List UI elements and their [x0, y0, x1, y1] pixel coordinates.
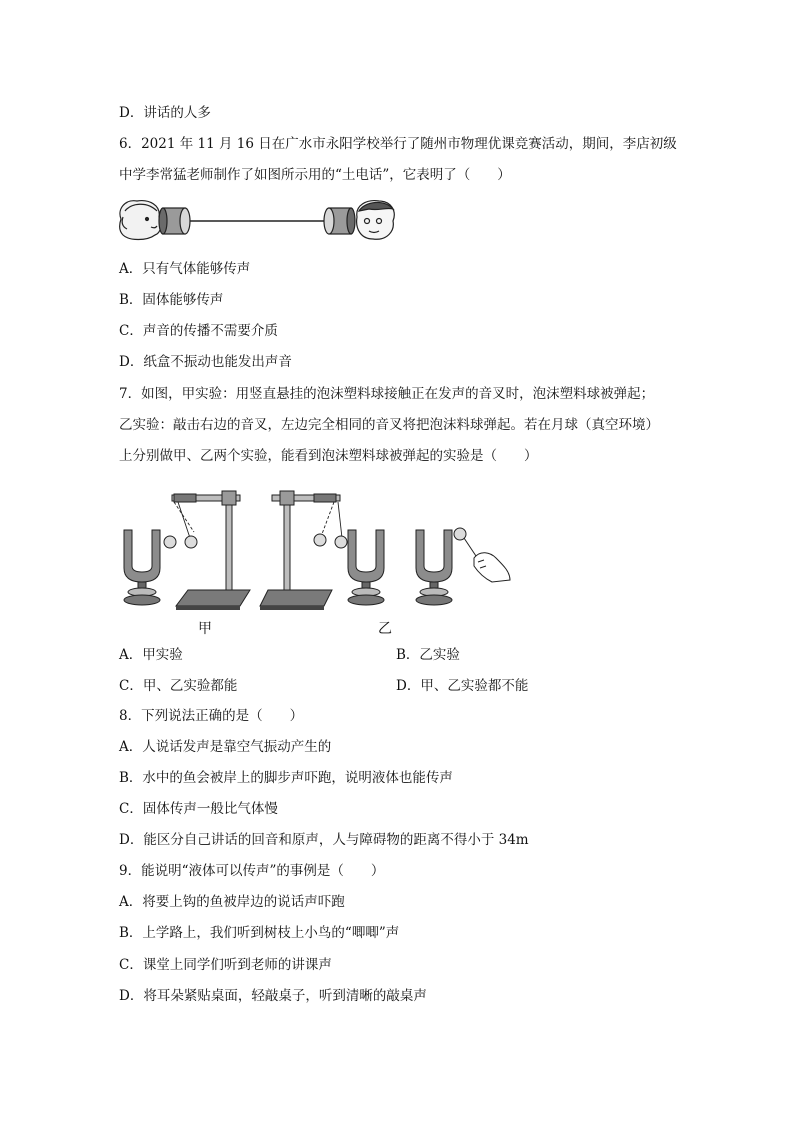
- q8-option-c: C．固体传声一般比气体慢: [119, 801, 278, 817]
- q7-option-b: B．乙实验: [396, 647, 460, 663]
- q9-option-d: D．将耳朵紧贴桌面，轻敲桌子，听到清晰的敲桌声: [119, 988, 427, 1004]
- q6-option-b: B．固体能够传声: [119, 292, 224, 308]
- q9-option-b: B．上学路上，我们听到树枝上小鸟的“唧唧”声: [119, 925, 400, 941]
- tuning-fork-experiment-figure: [118, 482, 513, 612]
- q8-stem: 8．下列说法正确的是（ ）: [119, 708, 304, 724]
- q7-stem-line2: 乙实验：敲击右边的音叉，左边完全相同的音叉将把泡沫料球弹起。若在月球（真空环境）: [119, 417, 659, 433]
- girl-face-icon: [120, 201, 161, 240]
- tuning-fork-1-icon: [124, 530, 160, 605]
- q7-stem-line3: 上分别做甲、乙两个实验，能看到泡沫塑料球被弹起的实验是（ ）: [119, 448, 538, 464]
- q8-option-b: B．水中的鱼会被岸上的脚步声吓跑，说明液体也能传声: [119, 770, 453, 786]
- q7-option-c: C．甲、乙实验都能: [119, 678, 238, 694]
- q9-option-c: C．课堂上同学们听到老师的讲课声: [119, 957, 332, 973]
- q5-option-d: D．讲话的人多: [119, 105, 211, 121]
- q9-option-a: A．将要上钩的鱼被岸边的说话声吓跑: [119, 894, 345, 910]
- q6-option-d: D．纸盒不振动也能发出声音: [119, 354, 292, 370]
- tuning-fork-3-icon: [416, 530, 452, 605]
- q6-stem-line2: 中学李常猛老师制作了如图所示用的“土电话”，它表明了（ ）: [119, 167, 511, 183]
- q7-stem-line1: 7．如图，甲实验：用竖直悬挂的泡沫塑料球接触正在发声的音叉时，泡沫塑料球被弹起；: [119, 386, 655, 402]
- q8-option-a: A．人说话发声是靠空气振动产生的: [119, 739, 332, 755]
- right-can-icon: [324, 208, 355, 234]
- hand-with-mallet-icon: [454, 528, 510, 582]
- q6-option-c: C．声音的传播不需要介质: [119, 323, 278, 339]
- tuning-fork-2-icon: [348, 530, 384, 605]
- q7-option-a: A．甲实验: [119, 647, 183, 663]
- left-can-icon: [159, 208, 190, 234]
- stand-1: [164, 491, 250, 610]
- q9-stem: 9．能说明“液体可以传声”的事例是（ ）: [119, 863, 385, 879]
- stand-2: [260, 491, 347, 610]
- q8-option-d: D．能区分自己讲话的回音和原声，人与障碍物的距离不得小于 34m: [119, 832, 529, 848]
- boy-face-icon: [357, 201, 395, 240]
- caption-right: 乙: [378, 621, 392, 637]
- caption-left: 甲: [198, 621, 212, 637]
- q6-option-a: A．只有气体能够传声: [119, 261, 251, 277]
- q7-option-d: D．甲、乙实验都不能: [396, 678, 529, 694]
- tin-can-telephone-figure: [117, 197, 397, 243]
- q6-stem-line1: 6．2021 年 11 月 16 日在广水市永阳学校举行了随州市物理优课竞赛活动，期间，李店初级: [119, 136, 677, 152]
